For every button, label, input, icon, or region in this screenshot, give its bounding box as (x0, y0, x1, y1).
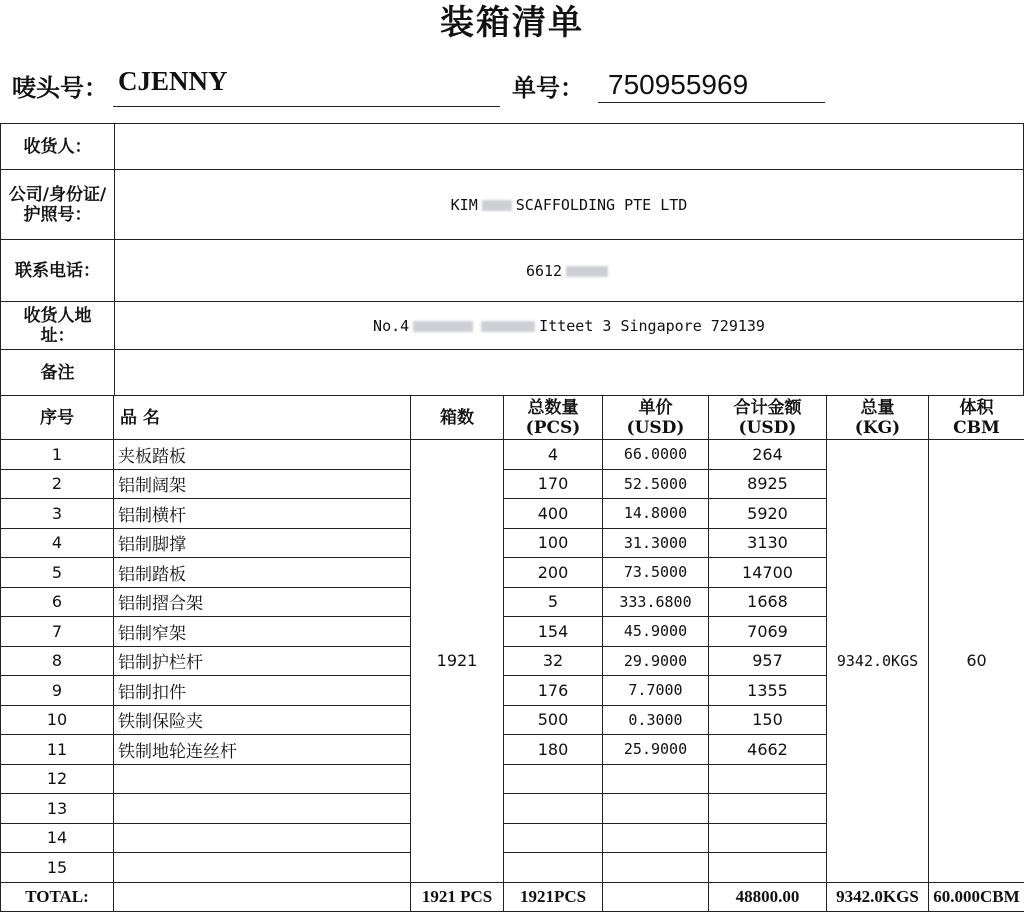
address-value-part-b: Itteet 3 Singapore 729139 (539, 317, 765, 335)
header-price (603, 396, 709, 440)
header-price-unit: (USD) (603, 418, 708, 438)
header-boxes: 箱数 (411, 396, 504, 440)
row-seq: 8 (1, 646, 114, 676)
header-qty-unit: (PCS) (504, 418, 602, 438)
row-price: 0.3000 (603, 705, 709, 735)
address-label: 收货人地址： (1, 302, 115, 350)
phone-value-text: 6612 (526, 262, 562, 280)
row-seq: 12 (1, 764, 114, 794)
header-weight-unit: (KG) (827, 418, 928, 438)
phone-row (1, 240, 1024, 302)
volume-total-cell: 60 (929, 440, 1024, 883)
row-qty: 170 (504, 469, 603, 499)
total-boxes: 1921 PCS (411, 882, 504, 911)
company-label: 公司/身份证/护照号： (1, 170, 115, 240)
row-seq: 14 (1, 823, 114, 853)
header-price-title: 单价 (603, 398, 708, 418)
row-amount (709, 823, 827, 853)
header-amount-title: 合计金额 (709, 398, 826, 418)
row-seq: 13 (1, 794, 114, 824)
total-price-empty (603, 882, 709, 911)
row-amount: 8925 (709, 469, 827, 499)
boxes-total-cell: 1921 (411, 440, 504, 883)
remark-label: 备注 (1, 350, 115, 396)
remark-row (1, 350, 1024, 396)
total-weight: 9342.0KGS (827, 882, 929, 911)
table-header-row (1, 396, 1024, 440)
row-amount: 3130 (709, 528, 827, 558)
header-volume-unit: CBM (929, 418, 1024, 438)
row-seq: 10 (1, 705, 114, 735)
row-seq: 7 (1, 617, 114, 647)
row-amount: 264 (709, 440, 827, 470)
total-label: TOTAL: (1, 882, 114, 911)
row-seq: 9 (1, 676, 114, 706)
mark-value: CJENNY (118, 66, 228, 97)
consignee-value (115, 124, 1024, 170)
row-amount: 7069 (709, 617, 827, 647)
total-qty: 1921PCS (504, 882, 603, 911)
header-weight-title: 总量 (827, 398, 928, 418)
row-amount: 14700 (709, 558, 827, 588)
company-value-part-b: SCAFFOLDING PTE LTD (516, 196, 688, 214)
consignee-info-table (0, 123, 1024, 396)
row-seq: 15 (1, 853, 114, 883)
row-amount: 1668 (709, 587, 827, 617)
row-qty: 32 (504, 646, 603, 676)
row-qty: 180 (504, 735, 603, 765)
redaction-mark (482, 200, 512, 211)
row-name: 铝制阔架 (114, 469, 411, 499)
consignee-label: 收货人： (1, 124, 115, 170)
row-name: 铝制扣件 (114, 676, 411, 706)
row-name: 铝制护栏杆 (114, 646, 411, 676)
row-price: 52.5000 (603, 469, 709, 499)
row-name (114, 764, 411, 794)
order-value: 750955969 (608, 69, 748, 101)
header-qty (504, 396, 603, 440)
consignee-row (1, 124, 1024, 170)
phone-value (115, 240, 1024, 302)
row-price: 333.6800 (603, 587, 709, 617)
row-name (114, 853, 411, 883)
phone-label: 联系电话： (1, 240, 115, 302)
row-amount (709, 853, 827, 883)
row-price: 31.3000 (603, 528, 709, 558)
row-name: 铝制脚撑 (114, 528, 411, 558)
company-row (1, 170, 1024, 240)
row-price: 14.8000 (603, 499, 709, 529)
row-price: 45.9000 (603, 617, 709, 647)
packing-items-table (0, 395, 1024, 912)
row-qty: 4 (504, 440, 603, 470)
row-seq: 5 (1, 558, 114, 588)
row-qty: 5 (504, 587, 603, 617)
row-amount: 957 (709, 646, 827, 676)
row-qty: 400 (504, 499, 603, 529)
mark-underline (113, 106, 500, 107)
row-seq: 2 (1, 469, 114, 499)
row-amount: 5920 (709, 499, 827, 529)
redaction-mark (413, 321, 473, 332)
row-price: 7.7000 (603, 676, 709, 706)
order-label: 单号： (512, 68, 584, 103)
row-amount: 150 (709, 705, 827, 735)
header-qty-title: 总数量 (504, 398, 602, 418)
redaction-mark (566, 266, 608, 277)
row-seq: 4 (1, 528, 114, 558)
header-volume (929, 396, 1024, 440)
table-row (1, 440, 1024, 470)
row-price: 73.5000 (603, 558, 709, 588)
document-title: 装箱清单 (0, 0, 1024, 46)
header-seq: 序号 (1, 396, 114, 440)
row-seq: 6 (1, 587, 114, 617)
row-amount: 1355 (709, 676, 827, 706)
row-qty: 154 (504, 617, 603, 647)
order-underline (598, 102, 825, 103)
total-row (1, 882, 1024, 911)
row-name: 铝制横杆 (114, 499, 411, 529)
row-name: 铝制窄架 (114, 617, 411, 647)
total-volume: 60.000CBM (929, 882, 1024, 911)
row-name: 夹板踏板 (114, 440, 411, 470)
row-price (603, 853, 709, 883)
row-qty: 100 (504, 528, 603, 558)
row-name: 铝制踏板 (114, 558, 411, 588)
row-qty (504, 853, 603, 883)
row-price: 66.0000 (603, 440, 709, 470)
address-value (115, 302, 1024, 350)
company-value-part-a: KIM (451, 196, 478, 214)
row-amount: 4662 (709, 735, 827, 765)
row-price (603, 823, 709, 853)
row-name (114, 794, 411, 824)
row-amount (709, 764, 827, 794)
row-price (603, 764, 709, 794)
row-qty (504, 764, 603, 794)
total-name-empty (114, 882, 411, 911)
address-value-part-a: No.4 (373, 317, 409, 335)
row-name (114, 823, 411, 853)
remark-value (115, 350, 1024, 396)
row-price: 29.9000 (603, 646, 709, 676)
header-amount-unit: (USD) (709, 418, 826, 438)
header-volume-title: 体积 (929, 398, 1024, 418)
total-amount: 48800.00 (709, 882, 827, 911)
company-value (115, 170, 1024, 240)
row-name: 铁制地轮连丝杆 (114, 735, 411, 765)
row-qty (504, 823, 603, 853)
row-qty: 200 (504, 558, 603, 588)
row-price: 25.9000 (603, 735, 709, 765)
row-seq: 3 (1, 499, 114, 529)
row-name: 铁制保险夹 (114, 705, 411, 735)
row-qty (504, 794, 603, 824)
row-qty: 176 (504, 676, 603, 706)
row-qty: 500 (504, 705, 603, 735)
row-seq: 11 (1, 735, 114, 765)
header-weight (827, 396, 929, 440)
address-row (1, 302, 1024, 350)
row-amount (709, 794, 827, 824)
header-amount (709, 396, 827, 440)
row-seq: 1 (1, 440, 114, 470)
row-price (603, 794, 709, 824)
header-name: 品 名 (114, 396, 411, 440)
row-name: 铝制摺合架 (114, 587, 411, 617)
weight-total-cell: 9342.0KGS (827, 440, 929, 883)
redaction-mark (481, 321, 535, 332)
mark-label: 唛头号： (12, 68, 108, 103)
